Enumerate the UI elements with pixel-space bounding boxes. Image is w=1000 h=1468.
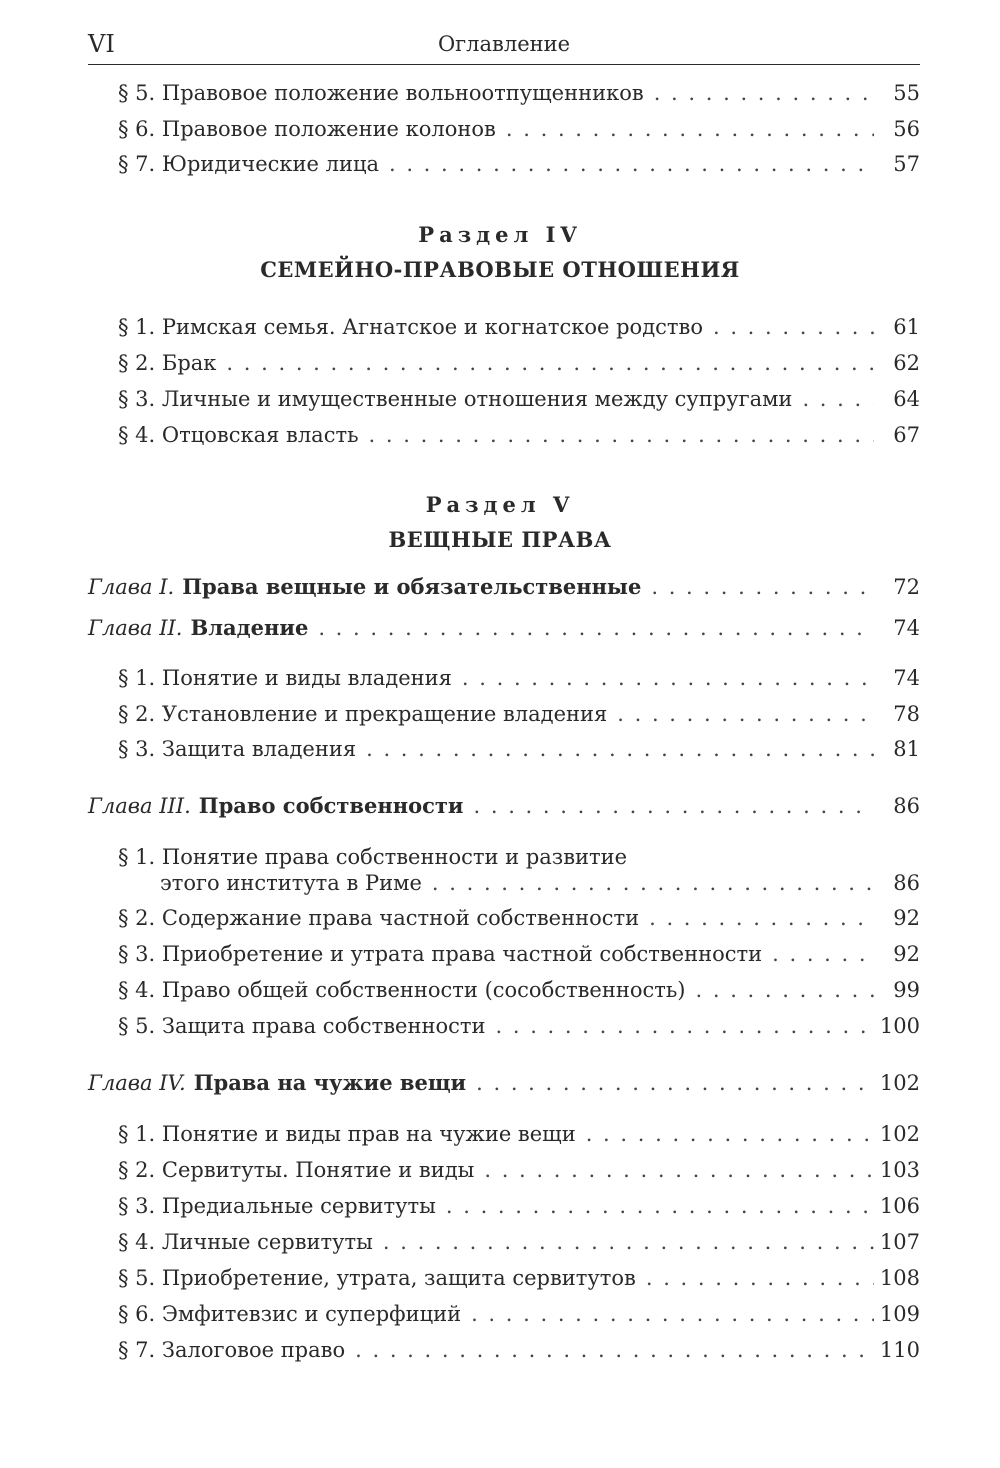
leader-dots (617, 701, 874, 727)
header-rule (88, 64, 920, 65)
part-title: ВЕЩНЫЕ ПРАВА (388, 527, 612, 552)
chapter-title: Права на чужие вещи (193, 1070, 467, 1095)
part-title: СЕМЕЙНО-ПРАВОВЫЕ ОТНОШЕНИЯ (260, 257, 740, 282)
toc-entry-page: 62 (893, 351, 920, 375)
leader-dots (383, 1229, 874, 1255)
toc-entry-label: § 5. Правовое положение вольноотпущенников (118, 81, 644, 105)
leader-dots (355, 1337, 874, 1363)
leader-dots (713, 314, 874, 340)
toc-entry-page: 74 (893, 666, 920, 690)
leader-dots (476, 1070, 874, 1096)
toc-entry-label: § 7. Юридические лица (118, 152, 379, 176)
leader-dots (586, 1121, 874, 1147)
toc-entry-page: 55 (893, 81, 920, 105)
toc-entry-label: § 4. Отцовская власть (118, 423, 359, 447)
leader-dots (366, 736, 874, 762)
chapter-label: Глава IV. (88, 1071, 186, 1095)
part-label: Раздел IV (418, 222, 582, 247)
toc-entry-label: § 6. Правовое положение колонов (118, 117, 496, 141)
toc-entry-page: 106 (879, 1194, 920, 1218)
leader-dots (369, 422, 874, 448)
leader-dots (226, 350, 874, 376)
toc-entry-label: § 7. Залоговое право (118, 1338, 346, 1362)
part-heading (0, 222, 1000, 282)
toc-entry-label: § 2. Брак (118, 351, 217, 375)
toc-entry-page: 102 (879, 1122, 920, 1146)
toc-entry-page: 102 (879, 1071, 920, 1095)
running-title: Оглавление (437, 32, 571, 56)
leader-dots (651, 574, 874, 600)
toc-entry-label: § 1. Понятие права собственности и развитие (118, 845, 628, 869)
toc-entry-page: 108 (879, 1266, 920, 1290)
leader-dots (506, 116, 874, 142)
toc-entry-page: 72 (893, 575, 920, 599)
leader-dots (496, 1013, 874, 1039)
leader-dots (802, 386, 874, 412)
toc-entry-label: § 2. Установление и прекращение владения (118, 702, 608, 726)
toc-entry-label: § 4. Право общей собственности (сособственность) (118, 978, 686, 1002)
toc-entry-page: 56 (893, 117, 920, 141)
page-number: VI (88, 30, 115, 58)
toc-entry-label: § 3. Защита владения (118, 737, 357, 761)
leader-dots (696, 977, 875, 1003)
toc-entry-label: § 1. Понятие и виды владения (118, 666, 452, 690)
toc-entry-label: § 5. Защита права собственности (118, 1014, 486, 1038)
chapter-label: Глава II. (88, 616, 183, 640)
leader-dots (646, 1265, 874, 1291)
leader-dots (318, 615, 874, 641)
toc-entry-page: 78 (893, 702, 920, 726)
leader-dots (471, 1301, 874, 1327)
leader-dots (389, 151, 874, 177)
toc-entry-label: § 1. Понятие и виды прав на чужие вещи (118, 1122, 576, 1146)
toc-entry-page: 74 (893, 616, 920, 640)
leader-dots (772, 941, 874, 967)
running-header (88, 30, 920, 66)
toc-entry-page: 86 (893, 871, 920, 895)
toc-entry-page: 107 (879, 1230, 920, 1254)
toc-entry-label: § 2. Содержание права частной собственности (118, 906, 640, 930)
toc-entry-label: § 5. Приобретение, утрата, защита сервитутов (118, 1266, 636, 1290)
toc-entry-label-continued: этого института в Риме (160, 871, 422, 895)
leader-dots (654, 80, 874, 106)
toc-entry-page: 57 (893, 152, 920, 176)
toc-entry-label: § 3. Предиальные сервитуты (118, 1194, 436, 1218)
leader-dots (446, 1193, 874, 1219)
toc-entry-page: 67 (893, 423, 920, 447)
toc-entry-label: § 3. Приобретение и утрата права частной собственности (118, 942, 763, 966)
toc-entry-label: § 2. Сервитуты. Понятие и виды (118, 1158, 475, 1182)
chapter-title: Владение (190, 615, 309, 640)
toc-entry-label: § 4. Личные сервитуты (118, 1230, 373, 1254)
leader-dots (474, 793, 875, 819)
toc-entry-page: 64 (893, 387, 920, 411)
toc-entry-page: 92 (893, 906, 920, 930)
toc-entry-label: § 1. Римская семья. Агнатское и когнатское родство (118, 315, 703, 339)
toc-entry-page: 103 (879, 1158, 920, 1182)
toc-entry-page: 100 (879, 1014, 920, 1038)
leader-dots (649, 905, 874, 931)
chapter-title: Права вещные и обязательственные (182, 574, 642, 599)
toc-entry-page: 110 (879, 1338, 920, 1362)
toc-entry-page: 109 (879, 1302, 920, 1326)
toc-entry-page: 61 (893, 315, 920, 339)
toc-entry-label: § 3. Личные и имущественные отношения между супругами (118, 387, 793, 411)
leader-dots (484, 1157, 874, 1183)
toc-entry-page: 99 (893, 978, 920, 1002)
chapter-label: Глава III. (88, 794, 191, 818)
chapter-label: Глава I. (88, 575, 175, 599)
leader-dots (462, 665, 874, 691)
leader-dots (432, 870, 874, 896)
toc-entry-label: § 6. Эмфитевзис и суперфиций (118, 1302, 462, 1326)
chapter-title: Право собственности (198, 793, 464, 818)
toc-entry-page: 92 (893, 942, 920, 966)
toc-entry-page: 86 (893, 794, 920, 818)
part-heading (0, 492, 1000, 552)
part-label: Раздел V (425, 492, 575, 517)
toc-entry-page: 81 (893, 737, 920, 761)
